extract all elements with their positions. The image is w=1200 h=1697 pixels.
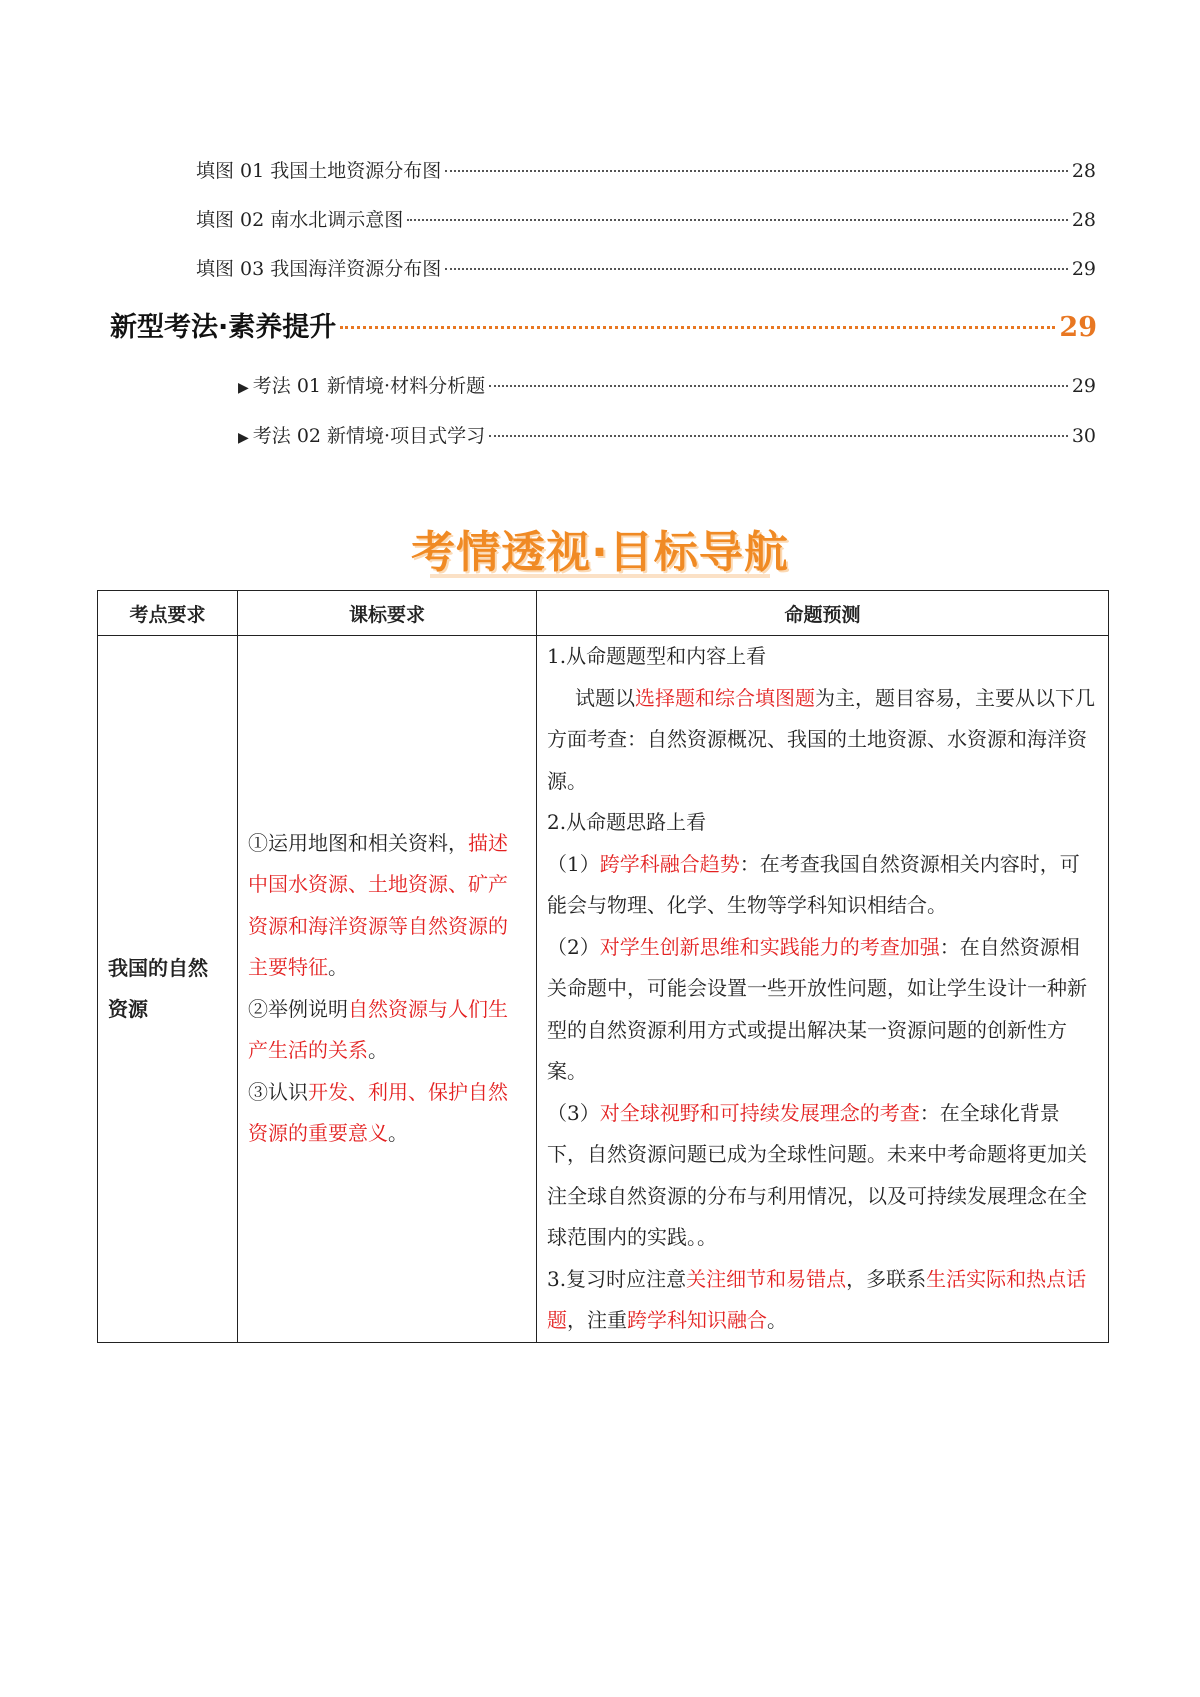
toc-entry[interactable] bbox=[238, 374, 1096, 400]
toc-section-page: 29 bbox=[1059, 312, 1097, 343]
forecast-text: ，注重 bbox=[567, 1308, 627, 1332]
forecast-paragraph bbox=[547, 1259, 1098, 1342]
toc-entry-page: 29 bbox=[1071, 375, 1096, 397]
standard-text: ③认识 bbox=[248, 1079, 308, 1104]
toc-entry-label: 填图 01 我国土地资源分布图 bbox=[196, 160, 442, 182]
toc-entry-page: 28 bbox=[1071, 160, 1096, 182]
header-exam-points: 考点要求 bbox=[98, 591, 238, 636]
forecast-highlight: 跨学科知识融合 bbox=[627, 1308, 767, 1332]
toc-leader-dots bbox=[489, 385, 1068, 387]
toc-entry[interactable] bbox=[196, 257, 1096, 281]
table-row bbox=[98, 636, 1109, 1343]
toc-leader-dots bbox=[340, 326, 1055, 329]
toc-entry-label: 填图 03 我国海洋资源分布图 bbox=[196, 258, 442, 280]
standard-highlight: 描述中国水资源、土地资源、矿产资源和海洋资源等自然资源的主要特征 bbox=[248, 830, 508, 980]
toc-section-label: 新型考法·素养提升 bbox=[110, 312, 337, 343]
toc-section-heading[interactable] bbox=[110, 311, 1097, 345]
toc-entry[interactable] bbox=[196, 208, 1096, 232]
forecast-paragraph bbox=[547, 678, 1098, 803]
standard-text: 。 bbox=[388, 1121, 408, 1146]
table-header-row bbox=[98, 591, 1109, 636]
forecast-text: （1） bbox=[547, 851, 600, 876]
forecast-highlight: 生活实际和热点话题 bbox=[547, 1266, 1087, 1332]
forecast-paragraph bbox=[547, 927, 1098, 1093]
forecast-paragraph bbox=[547, 844, 1098, 927]
forecast-text: ：在考查我国自然资源相关内容时，可能会与物理、化学、生物等学科知识相结合。 bbox=[547, 851, 1080, 917]
toc-leader-dots bbox=[445, 170, 1068, 172]
toc-entry-label: 考法 02 新情境·项目式学习 bbox=[252, 425, 486, 447]
forecast-text: ，多联系 bbox=[846, 1266, 927, 1291]
exam-plan-table bbox=[97, 590, 1109, 1343]
standard-text: ①运用地图和相关资料， bbox=[248, 830, 468, 855]
forecast-highlight: 对全球视野和可持续发展理念的考查 bbox=[599, 1100, 920, 1125]
forecast-cell bbox=[537, 636, 1109, 1343]
forecast-highlight: 对学生创新思维和实践能力的考查加强 bbox=[599, 934, 940, 959]
section-banner-title: 考情透视·目标导航 bbox=[411, 527, 789, 578]
standards-cell bbox=[238, 636, 537, 1343]
forecast-highlight: 跨学科融合趋势 bbox=[599, 851, 740, 876]
standard-item bbox=[248, 1072, 526, 1155]
forecast-text: 为主，题目容易，主要从以下几方面考查：自然资源概况、我国的土地资源、水资源和海洋资源。 bbox=[547, 685, 1095, 793]
forecast-text: （3） bbox=[547, 1100, 600, 1125]
topic-cell: 我国的自然资源 bbox=[98, 636, 238, 1343]
forecast-text: 。 bbox=[767, 1308, 787, 1332]
header-forecast: 命题预测 bbox=[537, 591, 1109, 636]
forecast-highlight: 选择题和综合填图题 bbox=[635, 685, 815, 710]
forecast-heading: 1.从命题题型和内容上看 bbox=[547, 644, 767, 668]
forecast-paragraph bbox=[547, 1093, 1098, 1259]
header-curriculum: 课标要求 bbox=[238, 591, 537, 636]
standard-text: 。 bbox=[368, 1038, 388, 1063]
toc-entry-page: 30 bbox=[1071, 425, 1096, 447]
standard-item bbox=[248, 989, 526, 1072]
toc-entry[interactable] bbox=[238, 424, 1096, 450]
forecast-heading: 2.从命题思路上看 bbox=[547, 810, 707, 834]
toc-entry-page: 29 bbox=[1071, 258, 1096, 280]
forecast-text: ：在自然资源相关命题中，可能会设置一些开放性问题，如让学生设计一种新型的自然资源利用方式或提出解决某一资源问题的创新性方案。 bbox=[547, 934, 1087, 1083]
toc-entry-label: 考法 01 新情境·材料分析题 bbox=[252, 375, 486, 397]
forecast-highlight: 关注细节和易错点 bbox=[686, 1266, 847, 1291]
forecast-text: 试题以 bbox=[575, 685, 635, 710]
toc-leader-dots bbox=[445, 268, 1068, 270]
forecast-text: （2） bbox=[547, 934, 600, 959]
forecast-text: 3.复习时应注意 bbox=[547, 1266, 687, 1291]
toc-leader-dots bbox=[407, 219, 1068, 221]
toc-entry-page: 28 bbox=[1071, 209, 1096, 231]
standard-text: ②举例说明 bbox=[248, 996, 348, 1021]
toc-leader-dots bbox=[489, 435, 1068, 437]
toc-entry[interactable] bbox=[196, 159, 1096, 183]
forecast-text: ：在全球化背景下，自然资源问题已成为全球性问题。未来中考命题将更加关注全球自然资源的分布与利用情况，以及可持续发展理念在全球范围内的实践。。 bbox=[547, 1100, 1087, 1249]
standard-text: 。 bbox=[328, 955, 348, 980]
triangle-bullet-icon: ▶ bbox=[238, 380, 249, 396]
triangle-bullet-icon: ▶ bbox=[238, 430, 249, 446]
toc-entry-label: 填图 02 南水北调示意图 bbox=[196, 209, 404, 231]
standard-highlight: 自然资源与人们生产生活的关系 bbox=[248, 996, 508, 1063]
standard-item bbox=[248, 823, 526, 989]
standard-highlight: 开发、利用、保护自然资源的重要意义 bbox=[248, 1079, 508, 1146]
